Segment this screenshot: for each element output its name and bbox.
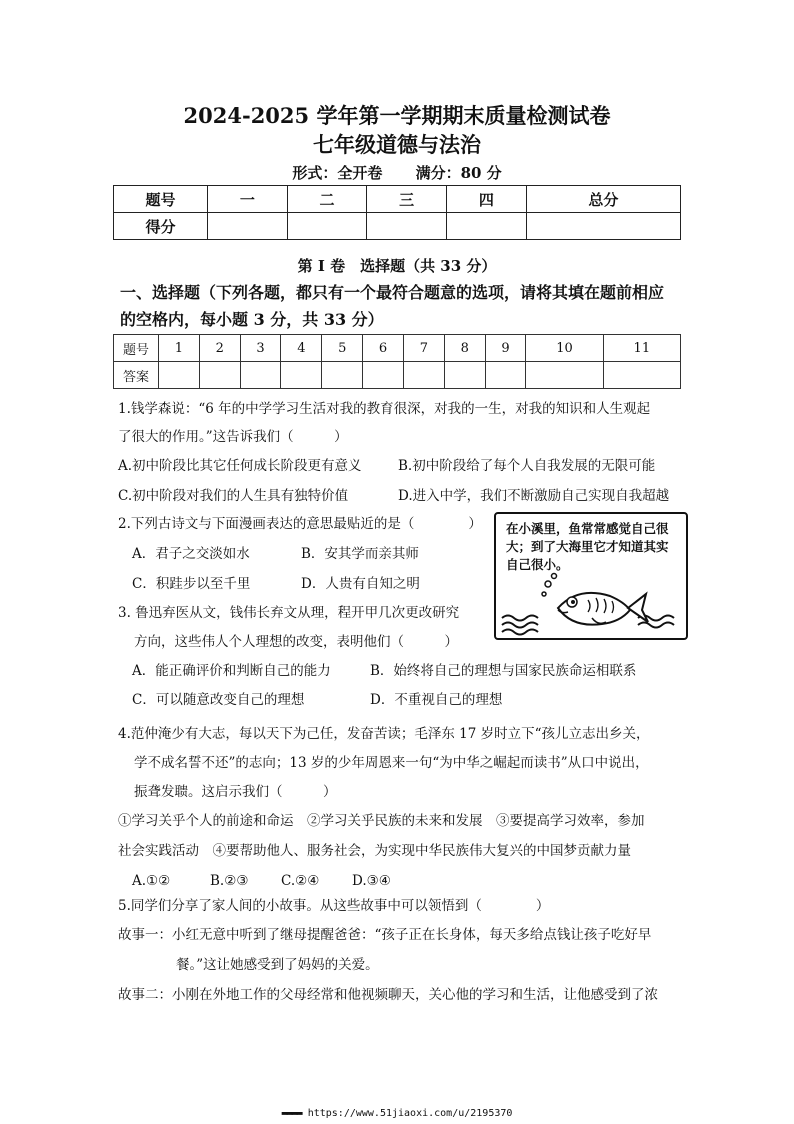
footer-url[interactable]: https://www.51jiaoxi.com/u/2195370 [307,1108,513,1119]
question-5-stem: 5.同学们分享了家人间的小故事。从这些故事中可以领悟到（ ） [118,898,550,914]
question-2-stem: 2.下列古诗文与下面漫画表达的意思最贴近的是（ ） [118,516,482,532]
answer-cell[interactable] [240,362,281,389]
answer-cell[interactable] [159,362,200,389]
question-3-option-a: A．能正确评价和判断自己的能力 [132,663,331,679]
question-1-option-b: B.初中阶段给了每个人自我发展的无限可能 [398,458,656,474]
fish-icon [496,570,682,636]
answer-table-label: 答案 [114,362,159,389]
question-1-option-d: D.进入中学，我们不断激励自己实现自我超越 [398,488,670,504]
score-header-cell: 四 [447,186,527,213]
section-title: 第 I 卷 选择题（共 33 分） [297,257,497,275]
answer-number: 5 [322,335,363,362]
question-2-option-b: B．安其学而亲其师 [301,546,419,562]
answer-cell[interactable] [603,362,680,389]
question-3-option-c: C．可以随意改变自己的理想 [132,692,305,708]
answer-table [113,334,681,389]
score-row-label: 得分 [114,213,208,240]
question-2-option-c: C．积跬步以至千里 [132,576,251,592]
exam-form: 形式：全开卷 [292,164,383,182]
score-header-cell: 三 [367,186,447,213]
question-5-story-1: 餐。”这让她感受到了妈妈的关爱。 [176,957,379,973]
question-4-stem: 振聋发聩。这启示我们（ ） [134,784,337,800]
question-1-stem: 1.钱学森说：“6 年的中学学习生活对我的教育很深，对我的一生，对我的知识和人生观起 [118,401,651,417]
question-5-story-2: 故事二：小刚在外地工作的父母经常和他视频聊天，关心他的学习和生活，让他感受到了浓 [118,987,658,1003]
answer-table-answer-row [114,362,681,389]
question-4-stem: 学不成名誓不还”的志向；13 岁的少年周恩来一句“为中华之崛起而读书”从口中说出， [134,755,649,771]
page-footer [0,1108,794,1119]
answer-cell[interactable] [526,362,603,389]
score-header-cell: 总分 [526,186,680,213]
question-4-option-a: A.①② [132,873,171,889]
question-3-option-d: D．不重视自己的理想 [370,692,503,708]
answer-number: 7 [403,335,444,362]
answer-number: 3 [240,335,281,362]
question-1-option-a: A.初中阶段比其它任何成长阶段更有意义 [118,458,362,474]
answer-number: 9 [485,335,526,362]
section-instruction: 的空格内，每小题 3 分，共 33 分） [120,310,384,329]
question-4-statements: 社会实践活动 ④要帮助他人、服务社会，为实现中华民族伟大复兴的中国梦贡献力量 [118,843,631,859]
score-cell[interactable] [447,213,527,240]
score-header-cell: 二 [287,186,367,213]
score-header-cell: 题号 [114,186,208,213]
cartoon-caption: 在小溪里，鱼常常感觉自己很大；到了大海里它才知道其实自己很小。 [506,521,669,572]
answer-cell[interactable] [363,362,404,389]
answer-number: 8 [444,335,485,362]
question-4-option-c: C.②④ [281,873,320,889]
answer-cell[interactable] [199,362,240,389]
exam-title: 2024-2025 学年第一学期期末质量检测试卷 [183,103,611,128]
exam-subtitle: 七年级道德与法治 [313,132,481,157]
answer-cell[interactable] [322,362,363,389]
question-4-stem: 4.范仲淹少有大志，每以天下为己任，发奋苦读；毛泽东 17 岁时立下“孩儿立志出乡关， [118,726,650,742]
question-1-option-c: C.初中阶段对我们的人生具有独特价值 [118,488,349,504]
score-cell[interactable] [208,213,288,240]
answer-cell[interactable] [281,362,322,389]
answer-cell[interactable] [485,362,526,389]
answer-number: 2 [199,335,240,362]
answer-number: 6 [363,335,404,362]
answer-number: 10 [526,335,603,362]
score-table-row [114,213,681,240]
score-table [113,185,681,240]
question-1-stem: 了很大的作用。”这告诉我们（ ） [118,429,348,445]
question-4-statements: ①学习关乎个人的前途和命运 ②学习关乎民族的未来和发展 ③要提高学习效率，参加 [118,813,645,829]
question-2-option-d: D．人贵有自知之明 [301,576,420,592]
score-table-header-row [114,186,681,213]
exam-full-score: 满分：80 分 [415,164,502,182]
exam-info [0,162,794,183]
question-3-option-b: B．始终将自己的理想与国家民族命运相联系 [370,663,637,679]
question-5-story-1: 故事一：小红无意中听到了继母提醒爸爸：“孩子正在长身体，每天多给点钱让孩子吃好早 [118,927,652,943]
section-instruction: 一、选择题（下列各题，都只有一个最符合题意的选项，请将其填在题前相应 [120,283,665,302]
answer-table-number-row [114,335,681,362]
question-4-option-b: B.②③ [210,873,249,889]
answer-table-label: 题号 [114,335,159,362]
answer-number: 1 [159,335,200,362]
question-3-stem: 方向，这些伟人个人理想的改变，表明他们（ ） [134,634,458,650]
answer-number: 11 [603,335,680,362]
question-3-stem: 3. 鲁迅弃医从文，钱伟长弃文从理，程开甲几次更改研究 [118,605,460,621]
score-cell[interactable] [287,213,367,240]
score-cell[interactable] [367,213,447,240]
score-cell[interactable] [526,213,680,240]
question-2-option-a: A．君子之交淡如水 [132,546,250,562]
answer-number: 4 [281,335,322,362]
fish-cartoon [494,512,688,640]
answer-cell[interactable] [403,362,444,389]
footer-deco: ▬▬▬▬ [281,1108,302,1119]
answer-cell[interactable] [444,362,485,389]
score-header-cell: 一 [208,186,288,213]
question-4-option-d: D.③④ [352,873,391,889]
